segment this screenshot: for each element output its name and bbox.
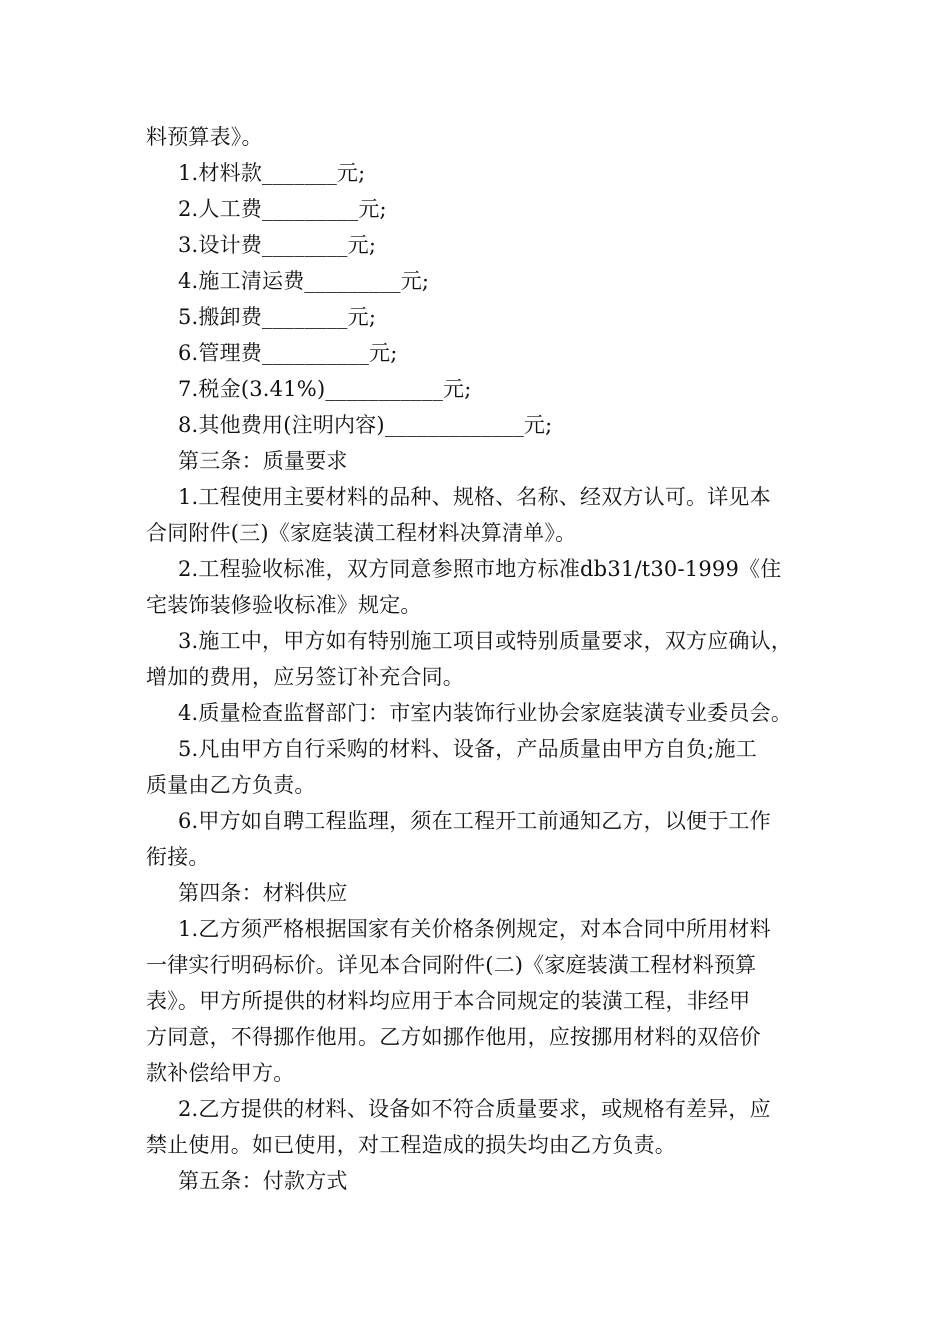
text-line: 3.施工中，甲方如有特别施工项目或特别质量要求，双方应确认， xyxy=(178,629,793,653)
text-line: 2.人工费_________元; xyxy=(178,197,387,221)
text-line: 款补偿给甲方。 xyxy=(146,1061,295,1085)
text-line: 5.搬卸费________元; xyxy=(178,305,377,329)
section-heading: 第三条：质量要求 xyxy=(178,449,348,473)
text-line: 方同意，不得挪作他用。乙方如挪作他用，应按挪用材料的双倍价 xyxy=(146,1025,761,1049)
text-line: 4.质量检查监督部门：市室内装饰行业协会家庭装潢专业委员会。 xyxy=(178,701,793,725)
text-line: 质量由乙方负责。 xyxy=(146,773,316,797)
text-line: 4.施工清运费_________元; xyxy=(178,269,430,293)
text-line: 宅装饰装修验收标准》规定。 xyxy=(146,593,422,617)
text-line: 7.税金(3.41%)___________元; xyxy=(178,377,472,401)
section-heading: 第四条：材料供应 xyxy=(178,881,348,905)
text-line: 增加的费用，应另签订补充合同。 xyxy=(146,665,464,689)
text-line: 2.乙方提供的材料、设备如不符合质量要求，或规格有差异，应 xyxy=(178,1097,771,1121)
text-line: 3.设计费________元; xyxy=(178,233,377,257)
text-line: 2.工程验收标准，双方同意参照市地方标准db31/t30-1999《住 xyxy=(178,557,782,581)
text-line: 1.材料款_______元; xyxy=(178,161,366,185)
text-line: 衔接。 xyxy=(146,845,210,869)
text-line: 表》。甲方所提供的材料均应用于本合同规定的装潢工程，非经甲 xyxy=(146,989,751,1013)
text-line: 1.工程使用主要材料的品种、规格、名称、经双方认可。详见本 xyxy=(178,485,771,509)
text-line: 6.甲方如自聘工程监理，须在工程开工前通知乙方，以便于工作 xyxy=(178,809,771,833)
text-line: 料预算表》。 xyxy=(146,125,263,149)
text-line: 1.乙方须严格根据国家有关价格条例规定，对本合同中所用材料 xyxy=(178,917,771,941)
text-line: 5.凡由甲方自行采购的材料、设备，产品质量由甲方自负;施工 xyxy=(178,737,757,761)
text-line: 一律实行明码标价。详见本合同附件(二)《家庭装潢工程材料预算 xyxy=(146,953,757,977)
section-heading: 第五条：付款方式 xyxy=(178,1169,348,1193)
text-line: 合同附件(三)《家庭装潢工程材料决算清单》。 xyxy=(146,521,577,545)
text-line: 6.管理费__________元; xyxy=(178,341,398,365)
text-line: 禁止使用。如已使用，对工程造成的损失均由乙方负责。 xyxy=(146,1133,676,1157)
text-line: 8.其他费用(注明内容)_____________元; xyxy=(178,413,553,437)
